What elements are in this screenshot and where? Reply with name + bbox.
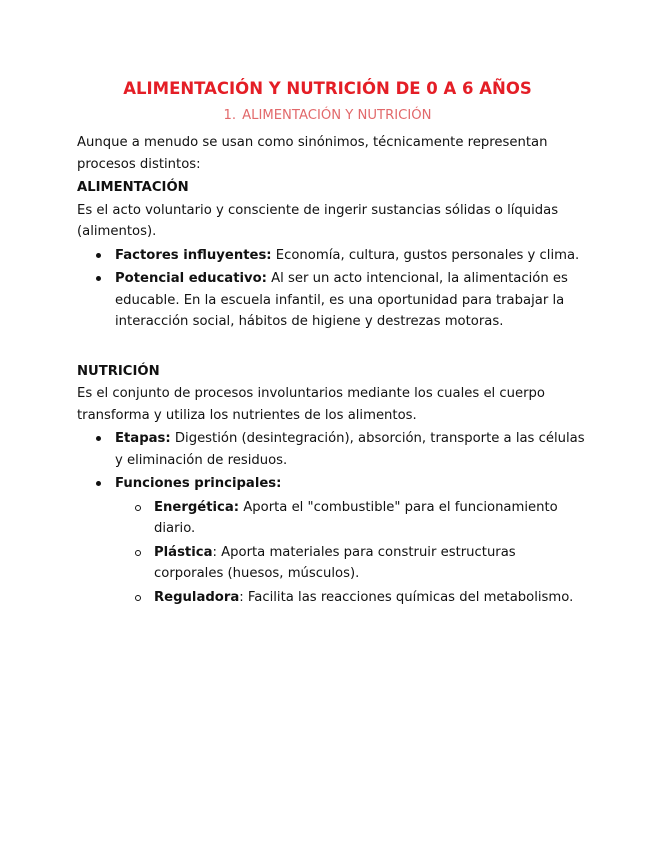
item-label: Funciones principales: (115, 476, 282, 491)
alimentacion-heading: ALIMENTACIÓN (77, 180, 189, 195)
function-label: Energética: (154, 499, 240, 515)
item-text: Economía, cultura, gustos personales y clima. (271, 247, 580, 263)
list-item (115, 473, 587, 608)
function-text: : Facilita las reacciones químicas del metabolismo. (239, 589, 574, 605)
section-number: 1. (223, 108, 237, 123)
function-text: Aporta el "combustible" para el funcionamiento diario. (154, 499, 558, 536)
list-item (115, 245, 587, 267)
alimentacion-list (77, 245, 587, 333)
sub-list-item (154, 587, 587, 609)
nutricion-definition: Es el conjunto de procesos involuntarios mediante los cuales el cuerpo transforma y utiliza los nutrientes de los alimentos. (77, 386, 545, 423)
alimentacion-definition: Es el acto voluntario y consciente de ingerir sustancias sólidas o líquidas (alimentos). (77, 202, 559, 239)
item-label: Etapas: (115, 431, 171, 446)
item-text: Al ser un acto intencional, la alimentación es educable. En la escuela infantil, es una oportunidad para trabajar la interacción social, hábitos de higiene y destrezas motoras. (115, 271, 568, 329)
list-item (115, 268, 587, 333)
sub-list-item (154, 542, 587, 585)
page-title: ALIMENTACIÓN Y NUTRICIÓN DE 0 A 6 AÑOS (123, 79, 532, 98)
intro-paragraph: Aunque a menudo se usan como sinónimos, técnicamente representan procesos distintos: (77, 135, 548, 172)
function-text: : Aporta materiales para construir estructuras corporales (huesos, músculos). (154, 544, 516, 581)
item-text: Digestión (desintegración), absorción, transporte a las células y eliminación de residuos. (115, 431, 585, 468)
function-label: Plástica (154, 544, 213, 560)
list-item (115, 428, 587, 471)
section-title-text: ALIMENTACIÓN Y NUTRICIÓN (242, 108, 432, 123)
nutricion-list (77, 428, 587, 608)
functions-list (115, 497, 587, 609)
spacer (77, 335, 587, 359)
sub-list-item (154, 497, 587, 540)
document-body (77, 132, 587, 610)
item-label: Factores influyentes: (115, 247, 272, 263)
item-label: Potencial educativo: (115, 271, 267, 286)
section-title (0, 108, 655, 123)
function-label: Reguladora (154, 589, 240, 605)
nutricion-heading: NUTRICIÓN (77, 363, 160, 379)
